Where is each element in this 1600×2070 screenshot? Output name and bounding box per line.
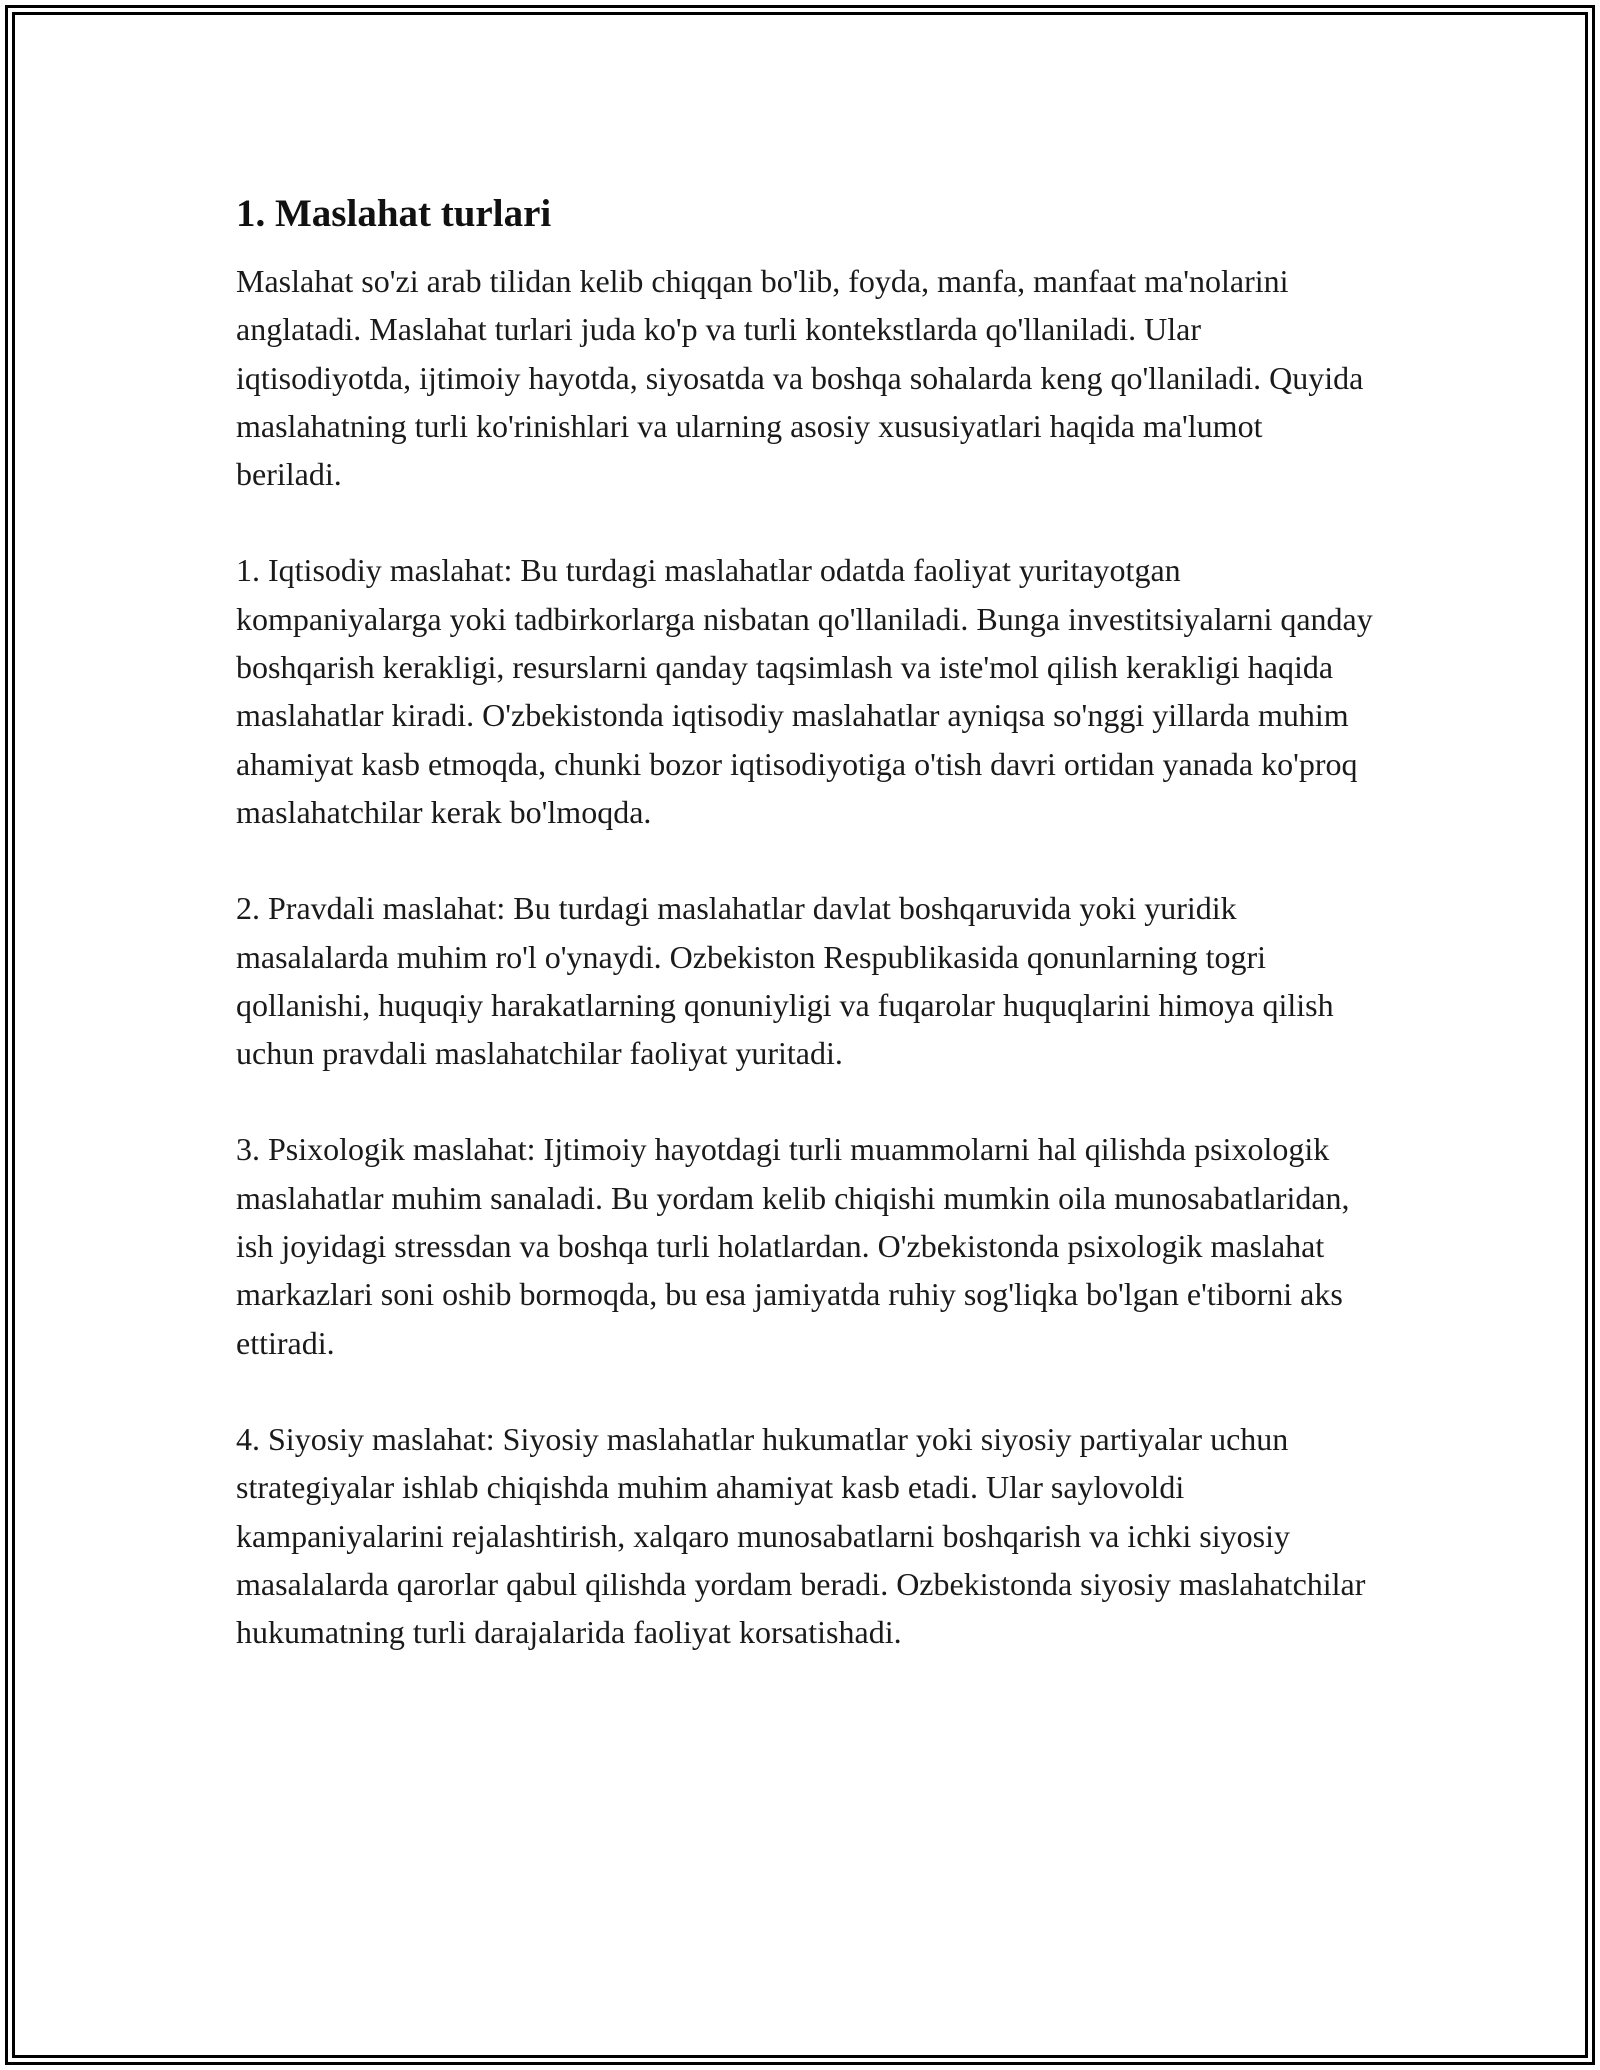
document-body: [236, 188, 1376, 1656]
paragraph-economic-advice: 1. Iqtisodiy maslahat: Bu turdagi maslahatlar odatda faoliyat yuritayotgan kompaniyalarga yoki tadbirkorlarga nisbatan qo'llaniladi. Bunga investitsiyalarni qanday boshqarish kerakligi, resurslarni qanday taqsimlash va iste'mol qilish kerakligi haqida maslahatlar kiradi. O'zbekistonda iqtisodiy maslahatlar ayniqsa so'nggi yillarda muhim ahamiyat kasb etmoqda, chunki bozor iqtisodiyotiga o'tish davri ortidan yanada ko'proq maslahatchilar kerak bo'lmoqda.: [236, 552, 1373, 830]
paragraph-legal-advice: 2. Pravdali maslahat: Bu turdagi maslahatlar davlat boshqaruvida yoki yuridik masalalarda muhim ro'l o'ynaydi. Ozbekiston Respublikasida qonunlarning togri qollanishi, huquqiy harakatlarning qonuniyligi va fuqarolar huquqlarini himoya qilish uchun pravdali maslahatchilar faoliyat yuritadi.: [236, 890, 1334, 1072]
paragraph-psychological-advice: 3. Psixologik maslahat: Ijtimoiy hayotdagi turli muammolarni hal qilishda psixologik maslahatlar muhim sanaladi. Bu yordam kelib chiqishi mumkin oila munosabatlaridan, ish joyidagi stressdan va boshqa turli holatlardan. O'zbekistonda psixologik maslahat markazlari soni oshib bormoqda, bu esa jamiyatda ruhiy sog'liqka bo'lgan e'tiborni aks ettiradi.: [236, 1131, 1350, 1361]
paragraph-political-advice: 4. Siyosiy maslahat: Siyosiy maslahatlar hukumatlar yoki siyosiy partiyalar uchun strategiyalar ishlab chiqishda muhim ahamiyat kasb etadi. Ular saylovoldi kampaniyalarini rejalashtirish, xalqaro munosabatlarni boshqarish va ichki siyosiy masalalarda qarorlar qabul qilishda yordam beradi. Ozbekistonda siyosiy maslahatchilar hukumatning turli darajalarida faoliyat korsatishadi.: [236, 1420, 1366, 1651]
page-title: 1. Maslahat turlari: [236, 192, 552, 235]
intro-paragraph: Maslahat so'zi arab tilidan kelib chiqqan bo'lib, foyda, manfa, manfaat ma'nolarini anglatadi. Maslahat turlari juda ko'p va turli kontekstlarda qo'llaniladi. Ular iqtisodiyotda, ijtimoiy hayotda, siyosatda va boshqa sohalarda keng qo'llaniladi. Quyida maslahatning turli ko'rinishlari va ularning asosiy xususiyatlari haqida ma'lumot beriladi.: [236, 263, 1364, 493]
